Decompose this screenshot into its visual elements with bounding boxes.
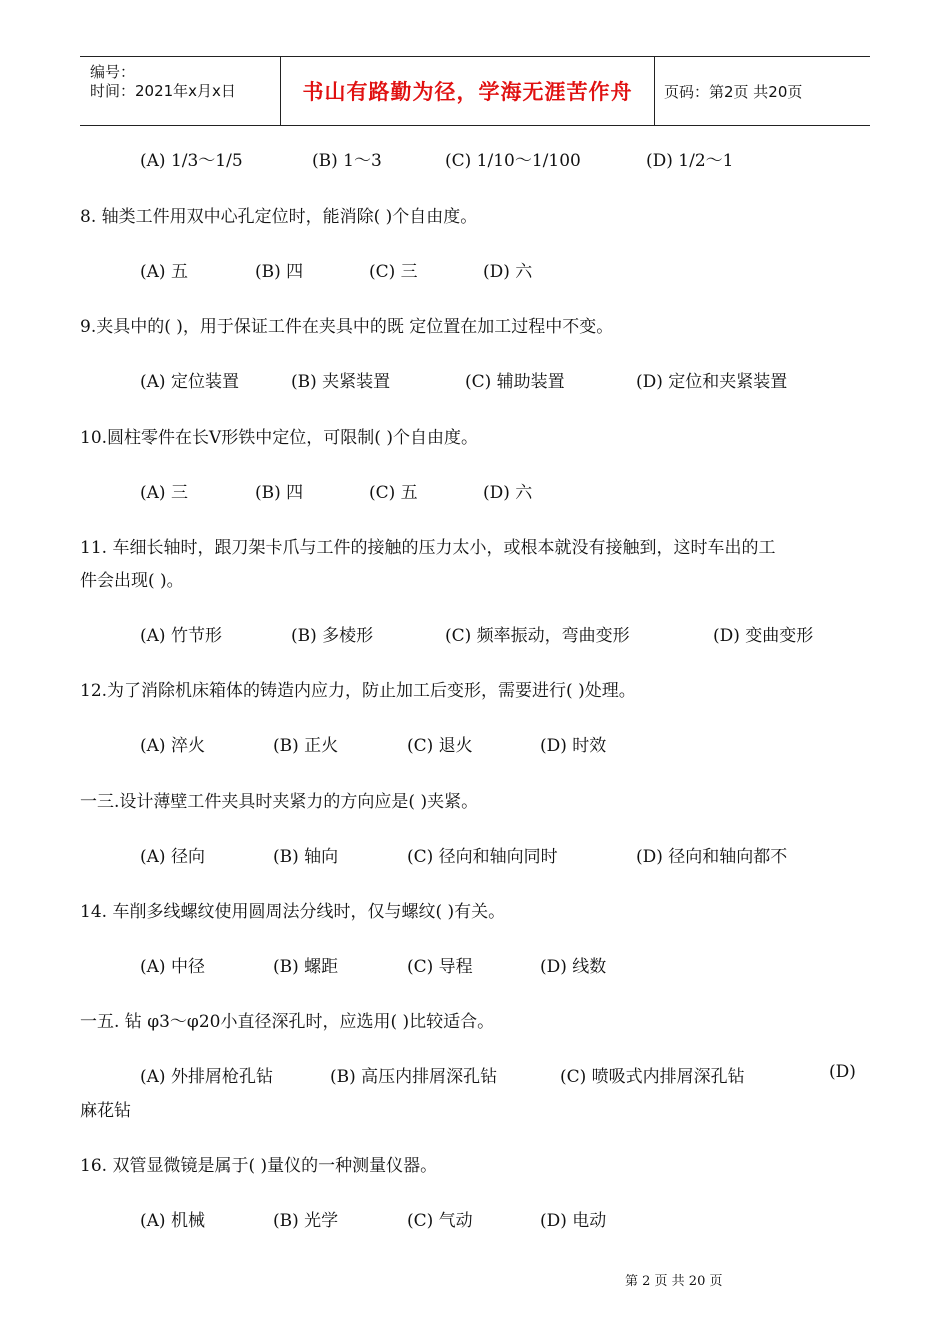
question-11-continued: 件会出现( )。	[80, 571, 184, 591]
option-d: (D) 变曲变形	[713, 626, 814, 646]
option-d: (D) 时效	[540, 736, 607, 756]
option-a: (A) 中径	[140, 957, 205, 977]
header-page-info: 页码：第2页 共20页	[664, 82, 803, 101]
option-d: (D) 六	[483, 483, 533, 503]
option-a: (A) 竹节形	[140, 626, 222, 646]
question-15-option-d-text: 麻花钻	[80, 1101, 131, 1121]
option-c: (C) 径向和轴向同时	[407, 847, 558, 867]
option-c: (C) 气动	[407, 1211, 473, 1231]
option-c: (C) 频率振动，弯曲变形	[445, 626, 630, 646]
option-d: (D) 线数	[540, 957, 607, 977]
option-d: (D) 电动	[540, 1211, 607, 1231]
header-motto: 书山有路勤为径，学海无涯苦作舟	[281, 57, 655, 125]
option-c: (C) 五	[369, 483, 418, 503]
time-label: 时间：2021年x月x日	[90, 82, 236, 100]
question-10: 10.圆柱零件在长V形铁中定位，可限制( )个自由度。	[80, 428, 478, 448]
option-b: (B) 轴向	[273, 847, 339, 867]
option-c: (C) 导程	[407, 957, 473, 977]
option-d: (D)	[829, 1062, 856, 1082]
option-d: (D) 1/2～1	[646, 151, 734, 171]
option-a: (A) 定位装置	[140, 372, 239, 392]
option-c: (C) 辅助装置	[465, 372, 565, 392]
question-14: 14. 车削多线螺纹使用圆周法分线时，仅与螺纹( )有关。	[80, 902, 506, 922]
page-footer: 第 2 页 共 20 页	[625, 1274, 723, 1289]
option-d: (D) 径向和轴向都不	[636, 847, 788, 867]
option-b: (B) 夹紧装置	[291, 372, 391, 392]
option-b: (B) 1～3	[312, 151, 382, 171]
option-a: (A) 1/3～1/5	[140, 151, 243, 171]
header-meta-cell	[80, 57, 281, 125]
option-a: (A) 五	[140, 262, 188, 282]
option-c: (C) 喷吸式内排屑深孔钻	[560, 1067, 745, 1087]
option-a: (A) 机械	[140, 1211, 205, 1231]
number-label: 编号：	[90, 63, 136, 81]
option-a: (A) 径向	[140, 847, 205, 867]
option-b: (B) 光学	[273, 1211, 339, 1231]
question-11: 11. 车细长轴时，跟刀架卡爪与工件的接触的压力太小，或根本就没有接触到，这时车出的工	[80, 538, 776, 558]
question-8: 8. 轴类工件用双中心孔定位时，能消除( )个自由度。	[80, 207, 478, 227]
option-b: (B) 正火	[273, 736, 339, 756]
option-c: (C) 1/10～1/100	[445, 151, 581, 171]
option-b: (B) 多棱形	[291, 626, 374, 646]
question-9: 9.夹具中的( )，用于保证工件在夹具中的既 定位置在加工过程中不变。	[80, 317, 614, 337]
question-12: 12.为了消除机床箱体的铸造内应力，防止加工后变形，需要进行( )处理。	[80, 681, 636, 701]
document-header	[80, 56, 870, 126]
question-15: 一五. 钻 φ3～φ20小直径深孔时，应选用( )比较适合。	[80, 1012, 495, 1032]
option-b: (B) 螺距	[273, 957, 339, 977]
option-d: (D) 定位和夹紧装置	[636, 372, 788, 392]
option-b: (B) 四	[255, 262, 304, 282]
option-b: (B) 高压内排屑深孔钻	[330, 1067, 498, 1087]
question-16: 16. 双管显微镜是属于( )量仪的一种测量仪器。	[80, 1156, 438, 1176]
option-b: (B) 四	[255, 483, 304, 503]
option-d: (D) 六	[483, 262, 533, 282]
option-a: (A) 淬火	[140, 736, 205, 756]
option-c: (C) 三	[369, 262, 418, 282]
question-13: 一三.设计薄壁工件夹具时夹紧力的方向应是( )夹紧。	[80, 792, 479, 812]
option-c: (C) 退火	[407, 736, 473, 756]
option-a: (A) 外排屑枪孔钻	[140, 1067, 273, 1087]
option-a: (A) 三	[140, 483, 188, 503]
